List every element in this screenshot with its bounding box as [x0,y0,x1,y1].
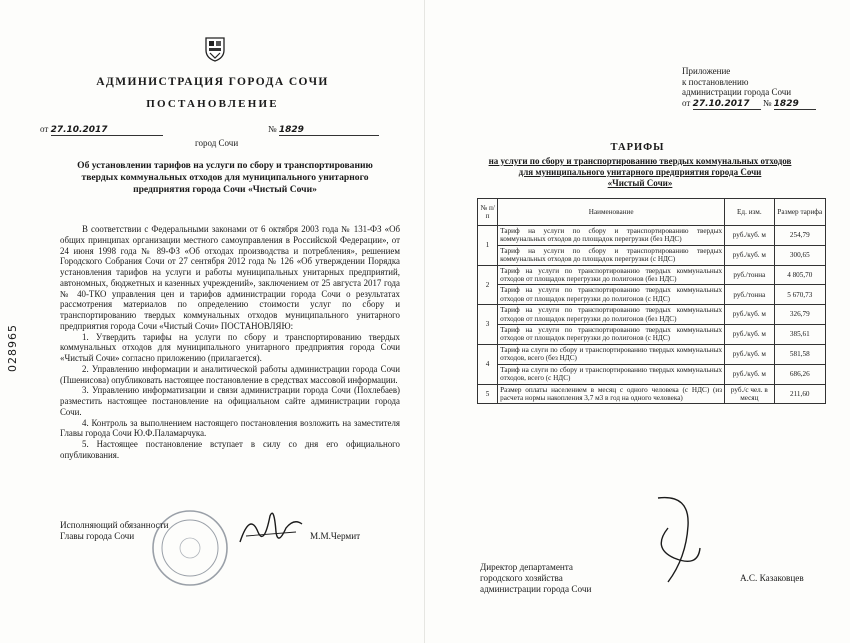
row-name: Тариф на услуги по транспортированию твердых коммунальных отходов от площадок перегрузки до полигонов (без НДС) [498,305,725,325]
appendix-line-2: к постановлению [682,76,749,87]
table-row [478,245,826,265]
paragraph-2: 2. Управлению информации и аналитической работы администрации города Сочи (Пшенисова) опубликовать настоящее постановление в средствах массовой информации. [60,363,400,385]
row-number: 4 [478,344,498,384]
decree-date-line [40,124,163,136]
paragraph-1: 1. Утвердить тарифы на услуги по сбору и транспортированию твердых коммунальных отходов для муниципального унитарного предприятия города Сочи «Чистый Сочи» согласно приложению (прилагается). [60,331,400,363]
row-unit: руб./тонна [725,285,774,305]
row-value: 300,65 [774,245,825,265]
handwritten-signature-icon [236,502,306,552]
row-number: 2 [478,265,498,305]
decree-number: 1829 [279,125,379,136]
decree-number-line [268,124,379,136]
director-name: А.С. Казаковцев [740,573,804,583]
administration-title: АДМИНИСТРАЦИЯ ГОРОДА СОЧИ [96,76,329,88]
table-header-row [478,199,826,226]
header-name: Наименование [498,199,725,226]
header-num: № п/п [478,199,498,226]
decree-body [60,224,400,461]
row-value: 254,79 [774,226,825,246]
tariffs-subtitle-line-1: на услуги по сбору и транспортированию твердых коммунальных отходов [488,156,792,166]
number-prefix: № [268,124,277,134]
row-value: 385,61 [774,325,825,345]
header-unit: Ед. изм. [725,199,774,226]
appendix-line-1: Приложение [682,66,731,76]
director-role-line-1: Директор департамента [480,562,574,572]
paragraph-4: 4. Контроль за выполнением настоящего постановления возложить на заместителя Главы города Сочи Ю.Ф.Паламарчука. [60,417,400,439]
row-unit: руб./куб. м [725,245,774,265]
appendix-date-prefix: от [682,97,691,108]
row-value: 4 805,70 [774,265,825,285]
appendix-number-prefix: № [762,97,772,108]
table-row [478,285,826,305]
row-unit: руб./куб. м [725,226,774,246]
decree-title: ПОСТАНОВЛЕНИЕ [146,98,279,110]
tariffs-subtitle [455,156,825,189]
city-label: город Сочи [195,138,239,148]
tariffs-subtitle-line-3: «Чистый Сочи» [607,178,673,188]
table-row [478,344,826,364]
appendix-date: 27.10.2017 [693,99,761,111]
row-number: 5 [478,384,498,404]
decree-date: 27.10.2017 [51,125,163,136]
coat-of-arms-icon [204,36,226,62]
tariffs-table [477,198,826,404]
row-value: 5 670,73 [774,285,825,305]
row-name: Тариф на услуги по транспортированию твердых коммунальных отходов от площадок перегрузки до полигонов (с НДС) [498,285,725,305]
row-value: 686,26 [774,364,825,384]
appendix-number: 1829 [774,99,816,111]
table-row [478,265,826,285]
row-value: 581,58 [774,344,825,364]
row-name: Размер оплаты населением в месяц с одного человека (с НДС) (из расчета нормы накопления 3,7 м3 в год на одного человека) [498,384,725,404]
row-value: 211,60 [774,384,825,404]
row-name: Тариф на услуги по сбору и транспортированию твердых коммунальных отходов до площадок перегрузки (без НДС) [498,226,725,246]
row-name: Тариф на услуги по сбору и транспортированию твердых коммунальных отходов до площадок перегрузки (с НДС) [498,245,725,265]
row-name: Тариф на услуги по транспортированию твердых коммунальных отходов от площадок перегрузки до полигонов (с НДС) [498,325,725,345]
director-role-line-3: администрации города Сочи [480,584,592,594]
row-number: 3 [478,305,498,345]
director-signature-icon [638,488,708,588]
paragraph-5: 5. Настоящее постановление вступает в силу со дня его официального опубликования. [60,439,400,460]
decree-subject: Об установлении тарифов на услуги по сбору и транспортированию твердых коммунальных отходов для муниципального унитарного предприятия города Сочи «Чистый Сочи» [77,160,373,195]
row-value: 326,79 [774,305,825,325]
row-unit: руб./куб. м [725,325,774,345]
tariffs-title: ТАРИФЫ [610,142,665,153]
signatory-name: М.М.Чермит [310,531,361,541]
row-name: Тариф на слуги по сбору и транспортированию твердых коммунальных отходов, всего (без НДС) [498,344,725,364]
row-name: Тариф на слуги по сбору и транспортированию твердых коммунальных отходов, всего (с НДС) [498,364,725,384]
signatory-role-line-1: Исполняющий обязанности [60,520,169,530]
paragraph-preamble: В соответствии с Федеральными законами от 6 октября 2003 года № 131-ФЗ «Об общих принципах организации местного самоуправления в Российской Федерации», от 24 июня 1998 года № 89-ФЗ «Об отходах производства и потребления», решением Городского Собрания Сочи от 27 сентября 2012 года № 126 «Об утверждении Порядка установления тарифов на услуги и работы муниципальных унитарных предприятий, автономных, бюджетных и казенных учреждений», заключением от 25 августа 2017 года № 40-ТКО управления цен и тарифов администрации города Сочи о результатах рассмотрения материалов по определению стоимости услуг по сбору и транспортированию твердых коммунальных отходов муниципального унитарного предприятия города Сочи «Чистый Сочи» ПОСТАНОВЛЯЮ: [60,224,400,331]
header-value: Размер тарифа [774,199,825,226]
table-row [478,305,826,325]
row-unit: руб./куб. м [725,364,774,384]
row-name: Тариф на услуги по транспортированию твердых коммунальных отходов от площадок перегрузки до полигонов (без НДС) [498,265,725,285]
table-row [478,325,826,345]
tariffs-subtitle-line-2: для муниципального унитарного предприятия города Сочи [518,167,762,177]
director-role [480,562,591,595]
table-row [478,364,826,384]
appendix-line-4 [682,98,816,111]
row-unit: руб./с чел. в месяц [725,384,774,404]
document-serial-number: 028965 [6,324,19,372]
appendix-line-3: администрации города Сочи [682,87,792,97]
table-row [478,226,826,246]
row-unit: руб./тонна [725,265,774,285]
paragraph-3: 3. Управлению информатизации и связи администрации города Сочи (Похлебаев) разместить настоящее постановление на официальном сайте администрации города Сочи. [60,385,400,417]
director-role-line-2: городского хозяйства [480,573,563,583]
table-row [478,384,826,404]
signatory-role-line-2: Главы города Сочи [60,531,135,541]
appendix-header [682,66,816,110]
row-unit: руб./куб. м [725,305,774,325]
row-unit: руб./куб. м [725,344,774,364]
signatory-role [60,520,169,542]
row-number: 1 [478,226,498,266]
date-prefix: от [40,124,49,134]
